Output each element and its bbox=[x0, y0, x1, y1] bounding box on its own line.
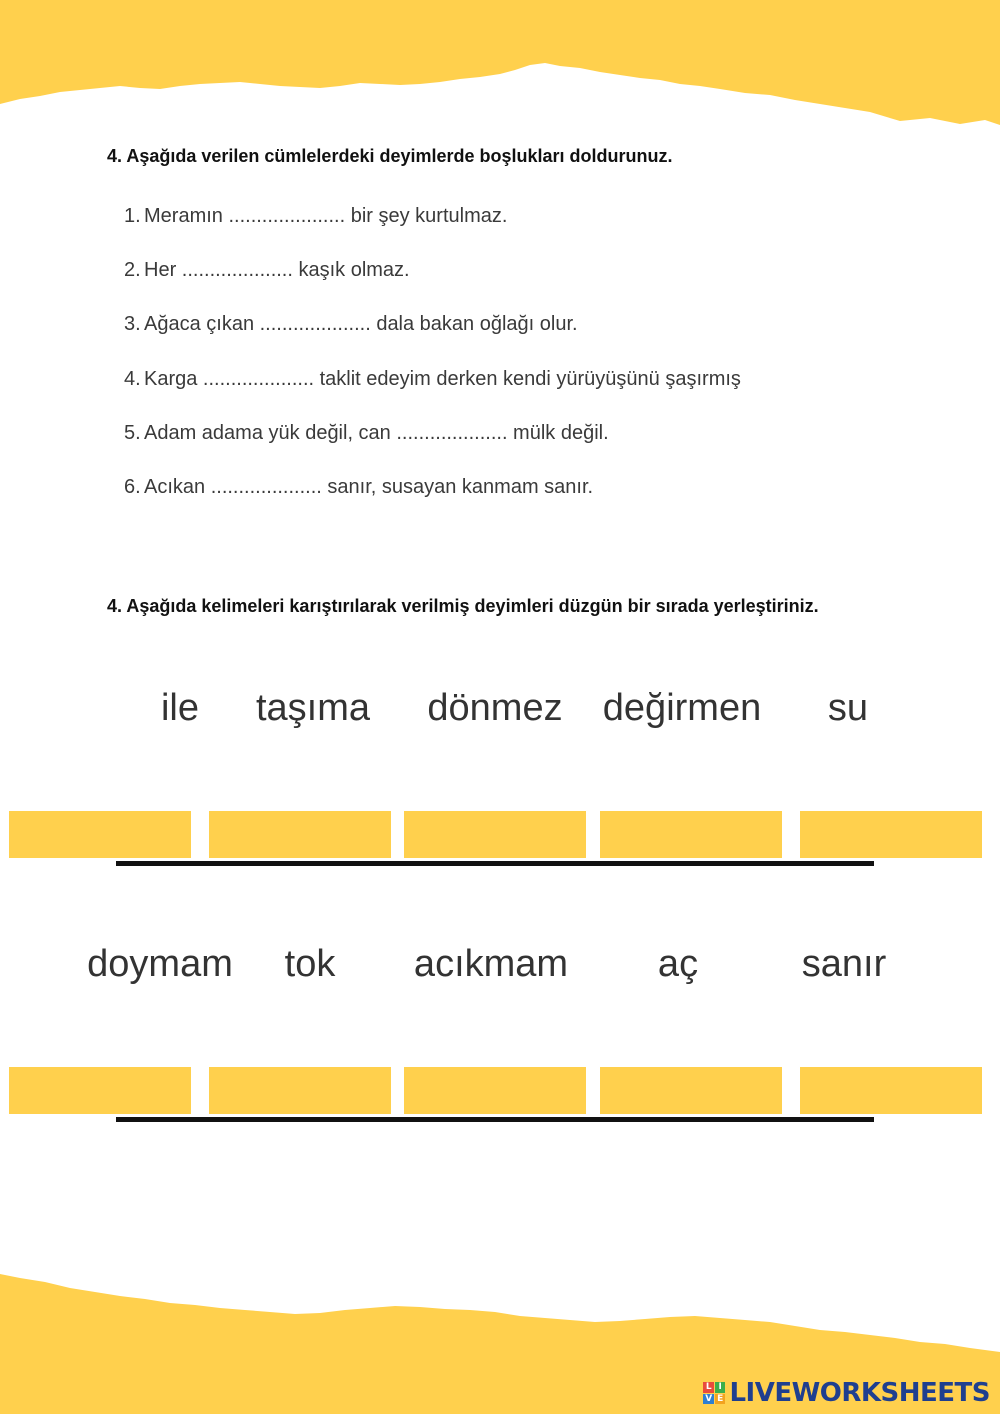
logo-mark-icon: L I V E bbox=[703, 1382, 725, 1404]
sentence-text[interactable]: Adam adama yük değil, can .................... mülk değil. bbox=[144, 421, 609, 444]
logo-text: LIVEWORKSHEETS bbox=[729, 1378, 990, 1408]
sentence-item: 6. Acıkan .................... sanır, susayan kanmam sanır. bbox=[124, 475, 594, 498]
draggable-word[interactable]: su bbox=[827, 687, 869, 729]
sentence-text[interactable]: Her .................... kaşık olmaz. bbox=[144, 259, 410, 282]
section2-heading: 4. Aşağıda kelimeleri karıştırılarak verilmiş deyimleri düzgün bir sırada yerleştiriniz. bbox=[107, 596, 819, 616]
liveworksheets-logo bbox=[703, 1378, 990, 1408]
drop-slot[interactable] bbox=[209, 1067, 391, 1114]
sentence-item: 5. Adam adama yük değil, can .................... mülk değil. bbox=[124, 421, 609, 444]
drop-slot[interactable] bbox=[800, 811, 982, 858]
drop-slot[interactable] bbox=[9, 811, 191, 858]
sentence-list bbox=[124, 200, 741, 525]
drop-slot[interactable] bbox=[9, 1067, 191, 1114]
drop-slot[interactable] bbox=[404, 811, 586, 858]
sentence-item: 4. Karga .................... taklit edeyim derken kendi yürüyüşünü şaşırmış bbox=[124, 367, 741, 390]
draggable-word[interactable]: tok bbox=[284, 943, 336, 985]
answer-line bbox=[116, 1117, 874, 1122]
sentence-text[interactable]: Meramın ..................... bir şey kurtulmaz. bbox=[144, 205, 508, 227]
sentence-item: 1. Meramın ..................... bir şey kurtulmaz. bbox=[124, 205, 508, 227]
draggable-word[interactable]: değirmen bbox=[602, 687, 762, 729]
sentence-text[interactable]: Karga .................... taklit edeyim derken kendi yürüyüşünü şaşırmış bbox=[144, 367, 741, 390]
sentence-item: 2. Her .................... kaşık olmaz. bbox=[124, 259, 410, 282]
drop-slot[interactable] bbox=[404, 1067, 586, 1114]
draggable-word[interactable]: acıkmam bbox=[413, 943, 569, 985]
draggable-word[interactable]: taşıma bbox=[255, 687, 371, 729]
sentence-text[interactable]: Acıkan .................... sanır, susayan kanmam sanır. bbox=[144, 475, 594, 498]
draggable-word[interactable]: aç bbox=[657, 943, 699, 985]
draggable-word[interactable]: dönmez bbox=[427, 687, 563, 729]
drop-slot[interactable] bbox=[600, 1067, 782, 1114]
drop-slot[interactable] bbox=[209, 811, 391, 858]
answer-line bbox=[116, 861, 874, 866]
drop-slot[interactable] bbox=[600, 811, 782, 858]
draggable-word[interactable]: doymam bbox=[87, 943, 233, 985]
draggable-word[interactable]: ile bbox=[160, 687, 200, 729]
sentence-item: 3. Ağaca çıkan .................... dala bakan oğlağı olur. bbox=[124, 313, 578, 336]
draggable-word[interactable]: sanır bbox=[801, 943, 887, 985]
torn-paper-top bbox=[0, 0, 1000, 140]
sentence-text[interactable]: Ağaca çıkan .................... dala bakan oğlağı olur. bbox=[144, 313, 578, 336]
section1-heading: 4. Aşağıda verilen cümlelerdeki deyimlerde boşlukları doldurunuz. bbox=[107, 146, 673, 166]
drop-slot[interactable] bbox=[800, 1067, 982, 1114]
